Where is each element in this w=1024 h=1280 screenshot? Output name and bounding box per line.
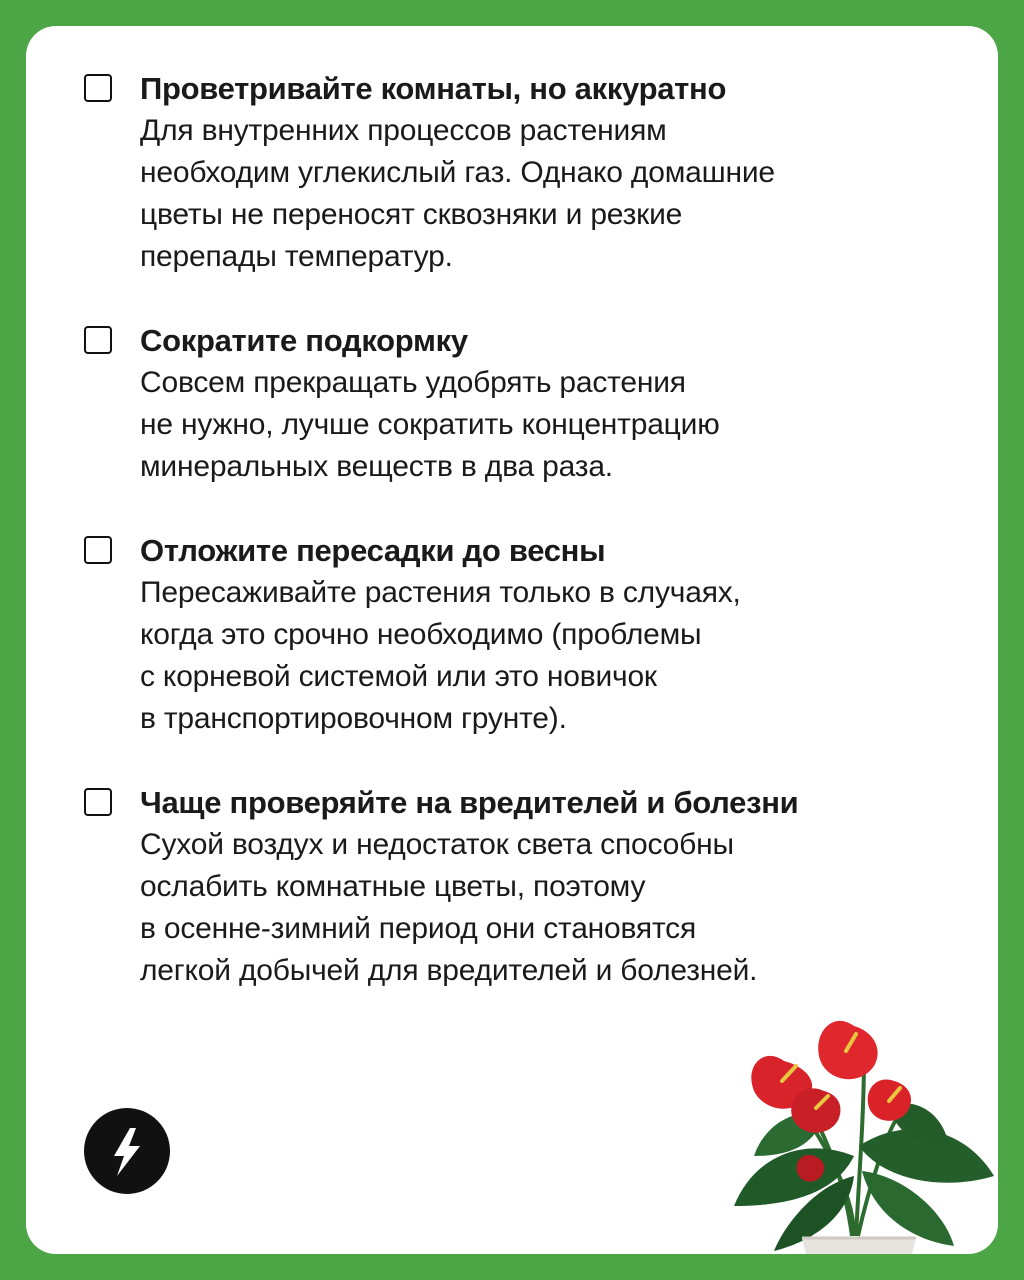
lightning-logo-icon	[84, 1108, 170, 1194]
checkbox-icon[interactable]	[84, 788, 112, 816]
tip-title: Проветривайте комнаты, но аккуратно	[140, 71, 727, 106]
tip-title: Чаще проверяйте на вредителей и болезни	[140, 785, 799, 820]
tip-body: Совсем прекращать удобрять растения не нужно, лучше сократить концентрацию минеральных веществ в два раза.	[140, 366, 720, 483]
tip-text	[140, 530, 960, 740]
tip-text	[140, 782, 960, 992]
tip-body: Сухой воздух и недостаток света способны ослабить комнатные цветы, поэтому в осенне-зимний период они становятся легкой добычей для вредителей и болезней.	[140, 828, 758, 987]
tip-text	[140, 68, 960, 278]
checkbox-icon[interactable]	[84, 536, 112, 564]
tip-text	[140, 320, 960, 488]
anthurium-plant-illustration	[704, 1006, 998, 1254]
tip-body: Пересаживайте растения только в случаях, когда это срочно необходимо (проблемы с корневой системой или это новичок в транспортировочном грунте).	[140, 576, 741, 735]
checkbox-icon[interactable]	[84, 74, 112, 102]
tip-title: Сократите подкормку	[140, 323, 468, 358]
tip-body: Для внутренних процессов растениям необходим углекислый газ. Однако домашние цветы не переносят сквозняки и резкие перепады температур.	[140, 114, 775, 273]
content-card	[26, 26, 998, 1254]
tip-title: Отложите пересадки до весны	[140, 533, 606, 568]
checkbox-icon[interactable]	[84, 326, 112, 354]
